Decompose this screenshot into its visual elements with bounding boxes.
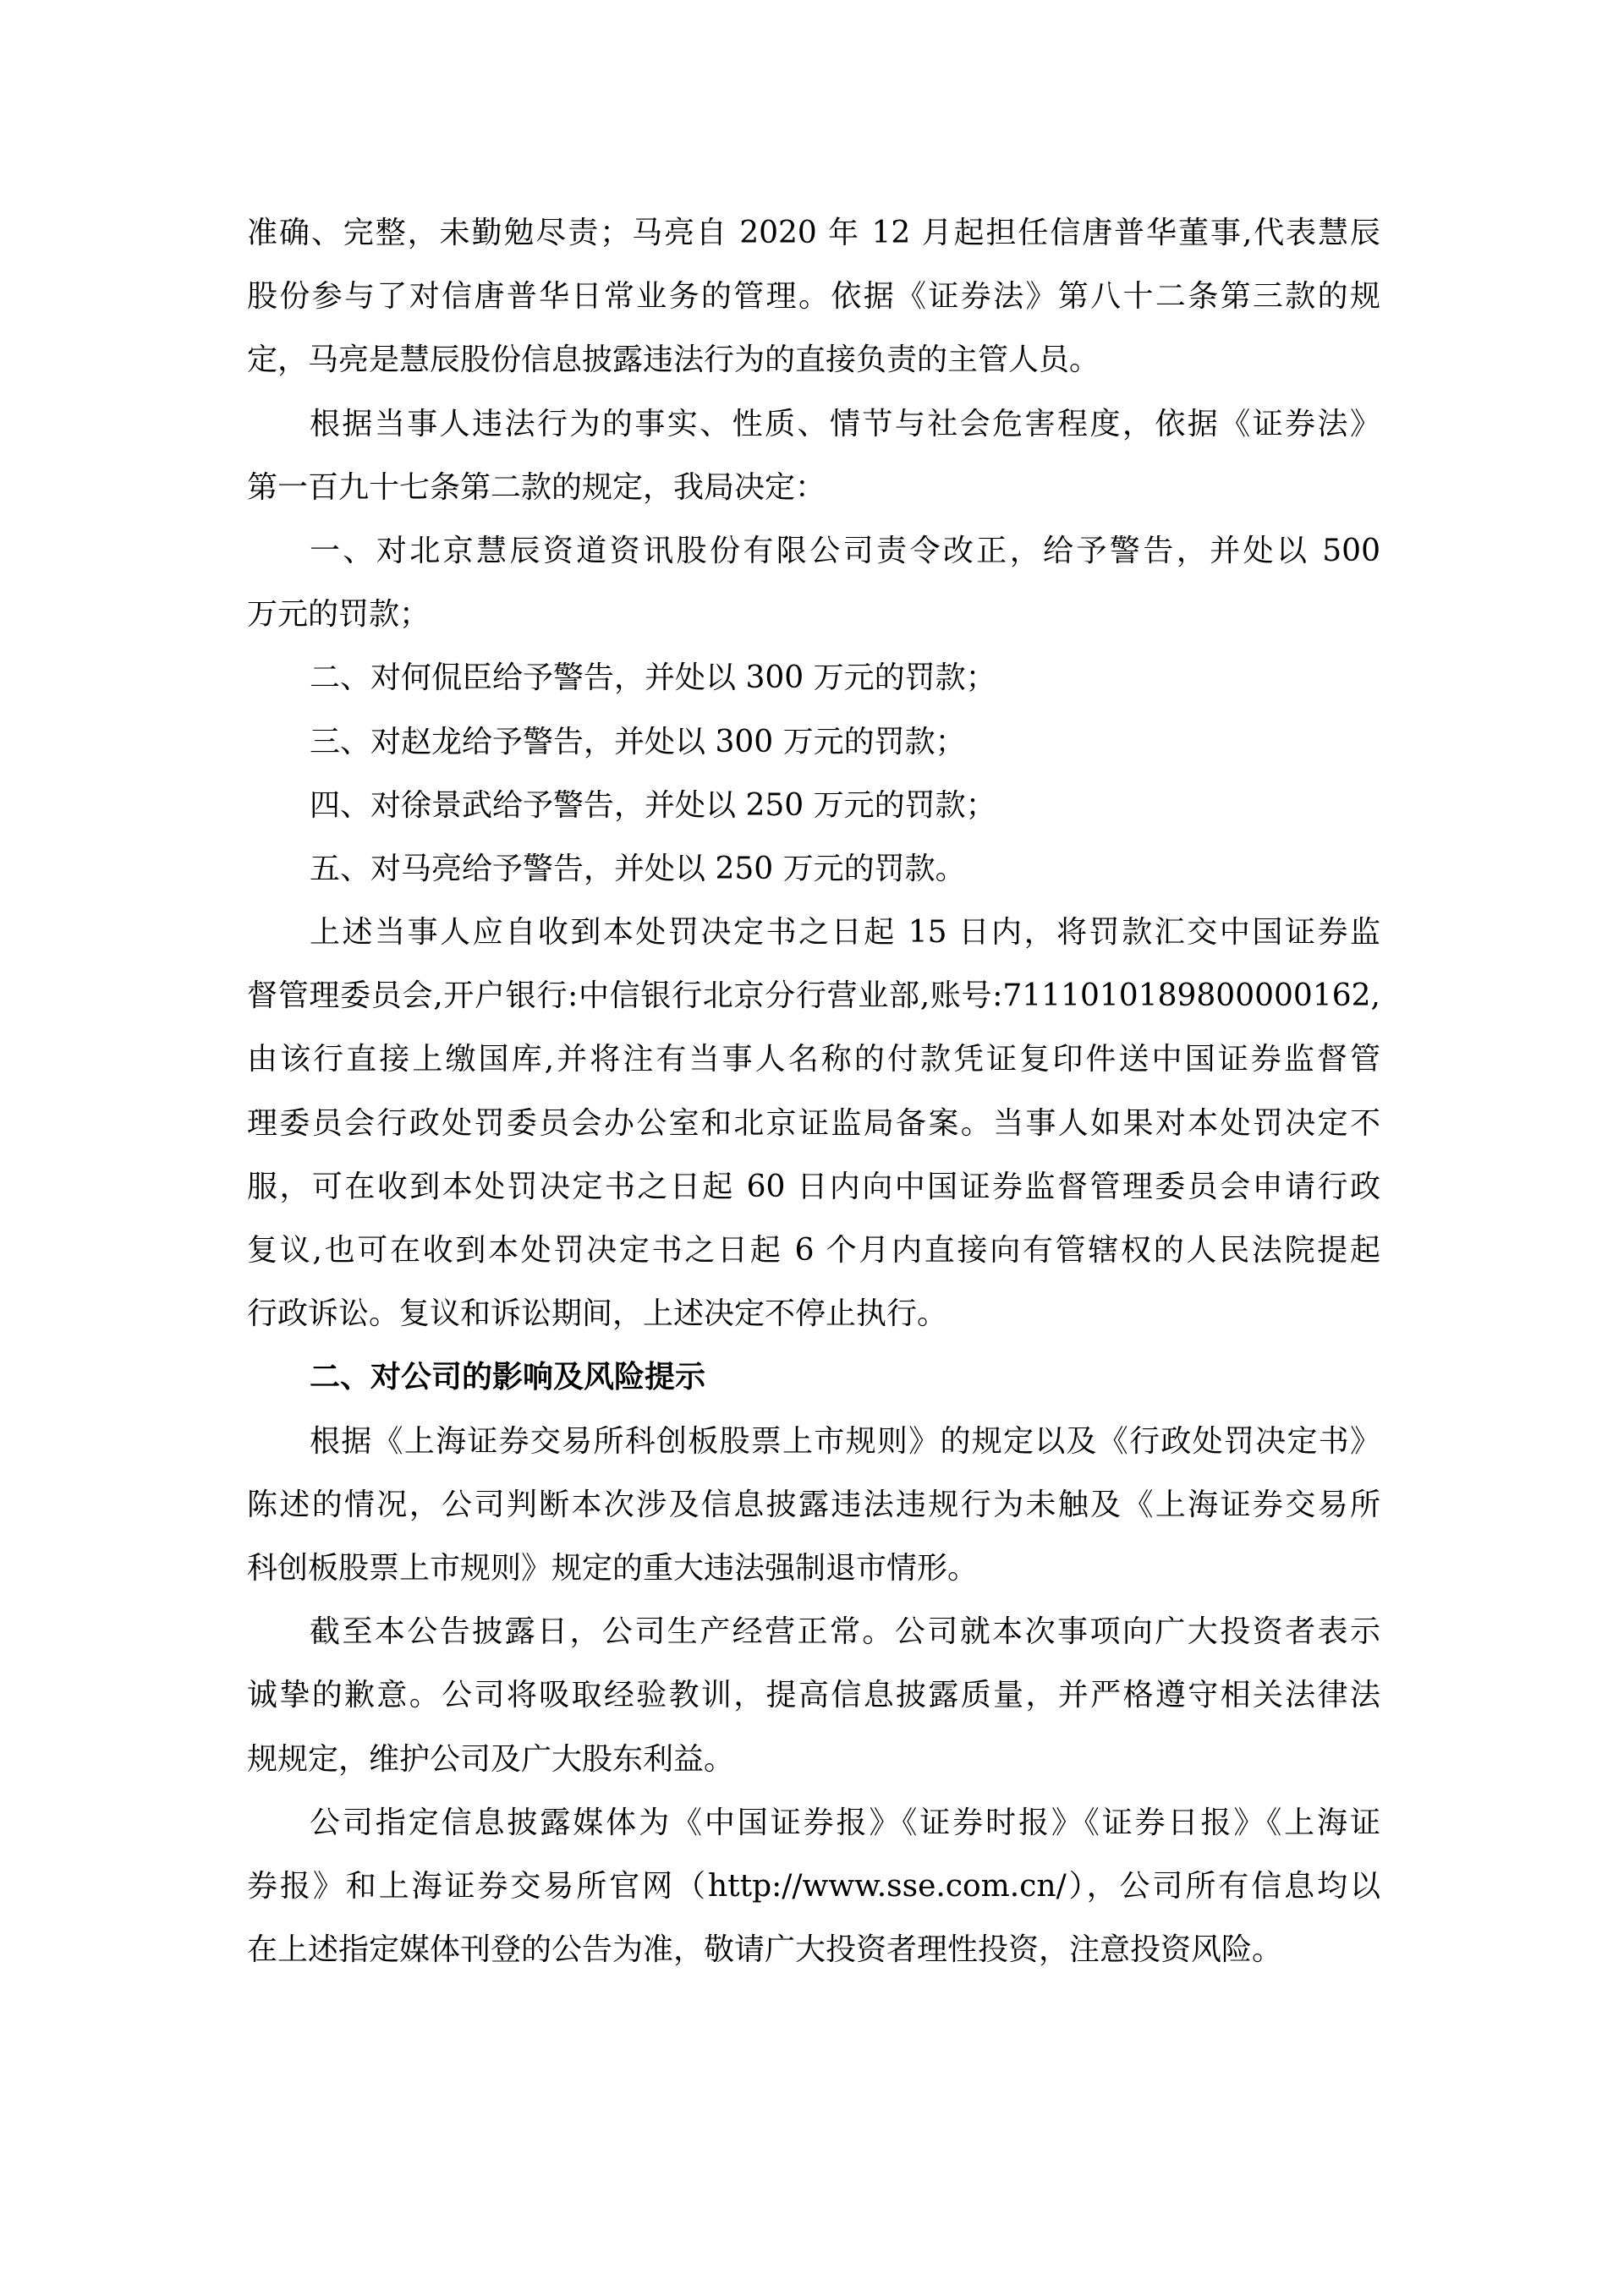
text-line: 服，可在收到本处罚决定书之日起 60 日内向中国证券监督管理委员会申请行政 [247,1169,1380,1204]
paragraph-decision-basis [247,392,1380,519]
penalty-item-4 [247,774,1380,837]
text-line: 五、对马亮给予警告，并处以 250 万元的罚款。 [310,851,966,886]
text-line: 定，马亮是慧辰股份信息披露违法行为的直接负责的主管人员。 [247,342,1100,378]
section-heading [247,1345,1380,1409]
text-line: 股份参与了对信唐普华日常业务的管理。依据《证券法》第八十二条第三款的规 [247,279,1380,315]
text-line: 理委员会行政处罚委员会办公室和北京证监局备案。当事人如果对本处罚决定不 [247,1105,1380,1141]
document-body [247,201,1380,1981]
paragraph-operations-apology [247,1600,1380,1791]
penalty-item-1 [247,519,1380,646]
paragraph-payment-instructions [247,901,1380,1345]
text-line: 四、对徐景武给予警告，并处以 250 万元的罚款； [310,787,996,823]
text-line: 在上述指定媒体刊登的公告为准，敬请广大投资者理性投资，注意投资风险。 [247,1932,1283,1968]
text-line: 复议,也可在收到本处罚决定书之日起 6 个月内直接向有管辖权的人民法院提起 [247,1233,1380,1268]
penalty-item-5 [247,837,1380,901]
penalty-item-2 [247,646,1380,710]
penalty-item-3 [247,710,1380,774]
paragraph-delisting-assessment [247,1410,1380,1601]
paragraph-ma-liang-responsibility [247,201,1380,392]
paragraph-disclosure-media [247,1791,1380,1982]
text-line: 准确、完整，未勤勉尽责；马亮自 2020 年 12 月起担任信唐普华董事,代表慧辰 [247,216,1380,250]
text-line: 根据《上海证券交易所科创板股票上市规则》的规定以及《行政处罚决定书》 [310,1423,1380,1459]
text-line: 上述当事人应自收到本处罚决定书之日起 15 日内，将罚款汇交中国证券监 [310,915,1380,951]
text-line: 一、对北京慧辰资道资讯股份有限公司责令改正，给予警告，并处以 500 [310,533,1380,568]
text-line: 行政诉讼。复议和诉讼期间，上述决定不停止执行。 [247,1296,948,1332]
text-line: 万元的罚款； [247,597,431,633]
text-line: 第一百九十七条第二款的规定，我局决定： [247,469,826,505]
text-line: 公司指定信息披露媒体为《中国证券报》《证券时报》《证券日报》《上海证 [310,1805,1380,1840]
text-line: 三、对赵龙给予警告，并处以 300 万元的罚款； [310,724,966,759]
text-line: 二、对何侃臣给予警告，并处以 300 万元的罚款； [310,660,996,696]
text-line: 诚挚的歉意。公司将吸取经验教训，提高信息披露质量，并严格遵守相关法律法 [247,1678,1380,1713]
text-line: 根据当事人违法行为的事实、性质、情节与社会危害程度，依据《证券法》 [310,406,1380,441]
text-line: 截至本公告披露日，公司生产经营正常。公司就本次事项向广大投资者表示 [310,1614,1380,1650]
text-line: 督管理委员会,开户银行:中信银行北京分行营业部,账号:7111010189800000162, [247,978,1380,1014]
text-line: 由该行直接上缴国库,并将注有当事人名称的付款凭证复印件送中国证券监督管 [247,1042,1380,1077]
section-title: 二、对公司的影响及风险提示 [310,1359,706,1395]
text-line: 陈述的情况，公司判断本次涉及信息披露违法违规行为未触及《上海证券交易所 [247,1487,1380,1522]
text-line: 券报》和上海证券交易所官网（http://www.sse.com.cn/），公司所有信息均以 [247,1868,1380,1904]
text-line: 规规定，维护公司及广大股东利益。 [247,1741,735,1777]
text-line: 科创板股票上市规则》规定的重大违法强制退市情形。 [247,1550,979,1586]
